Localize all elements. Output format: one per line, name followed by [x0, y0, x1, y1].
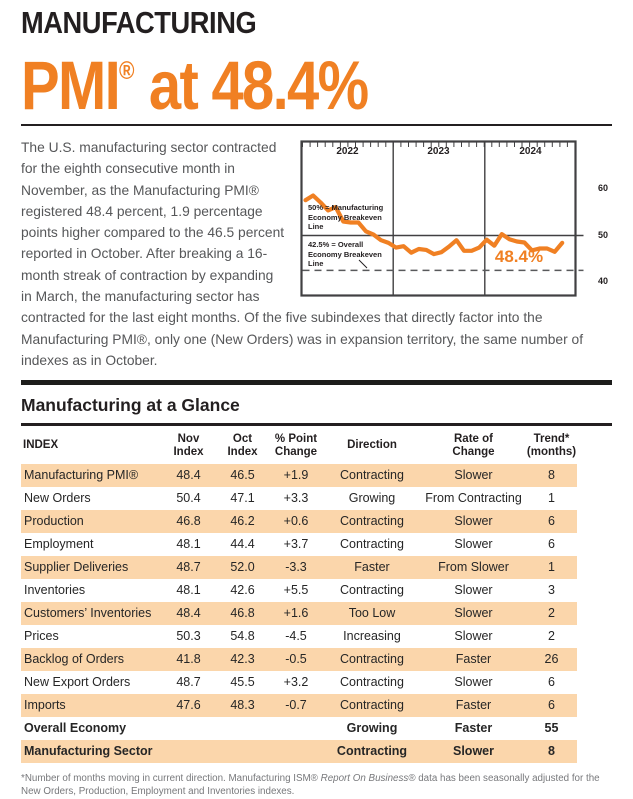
current-pmi-value: 48.4%	[494, 247, 544, 266]
cell-trend: 55	[544, 721, 559, 736]
breakeven-50-label: 50% = Manufacturing Economy Breakeven Line	[308, 203, 384, 231]
column-header-oct: Oct Index	[227, 432, 258, 458]
cell-rate: Faster	[454, 721, 493, 736]
cell-trend: 3	[548, 583, 555, 598]
table-row	[21, 556, 577, 579]
cell-index: New Export Orders	[24, 675, 131, 690]
footnote-suffix: data has been seasonally adjusted for the New Orders, Production, Employment and Inventories indexes.	[21, 772, 600, 798]
cell-oct: 42.3	[230, 652, 255, 667]
cell-change: +0.6	[283, 514, 309, 529]
cell-direction: Contracting	[340, 583, 404, 598]
cell-nov: 48.7	[176, 560, 201, 575]
intro-paragraph: The U.S. manufacturing sector contracted for the eighth consecutive month in November, as the Manufacturing PMI® registered 48.4 percent, 1.9 percentage points higher compared to the 46.5 percent reported in October. After breaking a 16-month streak of contraction by expanding in March, the manufacturing sector has contracted for the last eight months. Of the five subindexes that directly factor into the Manufacturing PMI®, only one (New Orders) was in expansion territory, the same number of indexes as in October.	[21, 140, 584, 368]
column-header-trend: Trend* (months)	[526, 432, 577, 458]
cell-nov: 48.4	[176, 468, 201, 483]
table-row	[21, 625, 577, 648]
cell-rate: Slower	[454, 514, 493, 529]
year-dividers	[393, 143, 485, 295]
cell-nov: 48.1	[176, 583, 201, 598]
cell-oct: 44.4	[230, 537, 255, 552]
cell-change: +3.7	[283, 537, 309, 552]
table-row	[21, 487, 577, 510]
ytick-40: 40	[597, 276, 608, 286]
table-row	[21, 671, 577, 694]
table-row	[21, 579, 577, 602]
cell-rate: Slower	[454, 629, 493, 644]
table-row	[21, 533, 577, 556]
cell-direction: Contracting	[340, 514, 404, 529]
cell-index: Supplier Deliveries	[24, 560, 129, 575]
cell-trend: 2	[548, 606, 555, 621]
table-row	[21, 510, 577, 533]
table-row	[21, 464, 577, 487]
cell-trend: 8	[548, 468, 555, 483]
cell-change: +3.3	[283, 491, 309, 506]
cell-direction: Contracting	[340, 675, 404, 690]
table-row	[21, 602, 577, 625]
table-row	[21, 717, 577, 740]
column-header-change: % Point Change	[274, 432, 318, 458]
cell-nov: 50.3	[176, 629, 201, 644]
cell-trend: 2	[548, 629, 555, 644]
column-header-index: INDEX	[23, 439, 59, 452]
year-label-2023: 2023	[427, 146, 450, 157]
cell-trend: 6	[548, 675, 555, 690]
cell-index: Inventories	[24, 583, 86, 598]
cell-oct: 46.8	[230, 606, 255, 621]
cell-rate: Slower	[454, 606, 493, 621]
headline-text: PMI® at 48.4%	[21, 47, 368, 124]
cell-direction: Contracting	[340, 537, 404, 552]
footnote-prefix: *Number of months moving in current direction. Manufacturing ISM®	[21, 772, 321, 784]
cell-rate: Slower	[454, 583, 493, 598]
cell-rate: Slower	[454, 537, 493, 552]
cell-direction: Too Low	[348, 606, 396, 621]
column-header-nov: Nov Index	[173, 432, 204, 458]
cell-direction: Contracting	[340, 652, 404, 667]
cell-change: +1.6	[283, 606, 309, 621]
cell-direction: Contracting	[336, 744, 408, 759]
table-row	[21, 694, 577, 717]
cell-oct: 47.1	[230, 491, 255, 506]
cell-rate: From Slower	[438, 560, 509, 575]
cell-trend: 6	[548, 514, 555, 529]
cell-rate: Slower	[453, 744, 494, 759]
glance-table-body	[21, 464, 612, 763]
cell-direction: Contracting	[340, 468, 404, 483]
year-label-2022: 2022	[336, 146, 359, 157]
headline	[21, 40, 612, 124]
cell-index: Backlog of Orders	[24, 652, 125, 667]
cell-rate: Slower	[454, 675, 493, 690]
cell-oct: 52.0	[230, 560, 255, 575]
cell-trend: 1	[548, 491, 555, 506]
cell-nov: 41.8	[176, 652, 201, 667]
cell-trend: 1	[548, 560, 555, 575]
cell-index: Manufacturing Sector	[24, 744, 153, 759]
footnote-publication: Report On Business®	[320, 772, 416, 784]
ytick-60: 60	[597, 183, 608, 193]
cell-rate: Faster	[455, 698, 492, 713]
cell-direction: Growing	[348, 491, 396, 506]
cell-oct: 46.2	[230, 514, 255, 529]
cell-direction: Increasing	[343, 629, 401, 644]
table-row	[21, 648, 577, 671]
cell-direction: Growing	[346, 721, 398, 736]
cell-rate: From Contracting	[425, 491, 522, 506]
table-footnote	[21, 772, 613, 799]
cell-nov: 48.4	[176, 606, 201, 621]
cell-change: +3.2	[283, 675, 309, 690]
header-divider	[21, 124, 612, 126]
cell-change: -0.7	[285, 698, 307, 713]
table-row	[21, 740, 577, 763]
cell-nov: 50.4	[176, 491, 201, 506]
cell-index: Overall Economy	[24, 721, 127, 736]
ytick-50: 50	[597, 230, 608, 240]
glance-title: Manufacturing at a Glance	[21, 395, 240, 416]
column-header-direction: Direction	[347, 439, 397, 452]
cell-index: Customers’ Inventories	[24, 606, 152, 621]
cell-index: Imports	[24, 698, 66, 713]
report-kicker: MANUFACTURING	[21, 5, 257, 40]
cell-direction: Contracting	[340, 698, 404, 713]
cell-change: -0.5	[285, 652, 307, 667]
cell-change: -4.5	[285, 629, 307, 644]
cell-trend: 6	[548, 537, 555, 552]
cell-index: Manufacturing PMI®	[24, 468, 139, 483]
cell-direction: Faster	[354, 560, 390, 575]
breakeven-425-label: 42.5% = Overall Economy Breakeven Line	[308, 240, 382, 268]
cell-oct: 45.5	[230, 675, 255, 690]
cell-oct: 54.8	[230, 629, 255, 644]
cell-oct: 46.5	[230, 468, 255, 483]
column-header-rate: Rate of Change	[452, 432, 495, 458]
cell-nov: 46.8	[176, 514, 201, 529]
cell-oct: 42.6	[230, 583, 255, 598]
cell-nov: 47.6	[176, 698, 201, 713]
cell-nov: 48.1	[176, 537, 201, 552]
cell-index: Prices	[24, 629, 59, 644]
cell-change: +5.5	[283, 583, 309, 598]
cell-rate: Slower	[454, 468, 493, 483]
year-label-2024: 2024	[519, 146, 542, 157]
cell-trend: 26	[544, 652, 559, 667]
intro-section	[21, 137, 612, 371]
cell-change: +1.9	[283, 468, 309, 483]
cell-oct: 48.3	[230, 698, 255, 713]
cell-rate: Faster	[455, 652, 492, 667]
cell-index: New Orders	[24, 491, 91, 506]
cell-trend: 6	[548, 698, 555, 713]
cell-index: Production	[24, 514, 84, 529]
section-divider	[21, 380, 612, 385]
cell-index: Employment	[24, 537, 94, 552]
pmi-trend-chart	[300, 140, 612, 300]
cell-change: -3.3	[285, 560, 307, 575]
cell-nov: 48.7	[176, 675, 201, 690]
glance-title-rule	[21, 423, 612, 426]
cell-trend: 8	[548, 744, 555, 759]
registered-mark: ®	[119, 57, 135, 85]
glance-table-header	[21, 428, 577, 464]
